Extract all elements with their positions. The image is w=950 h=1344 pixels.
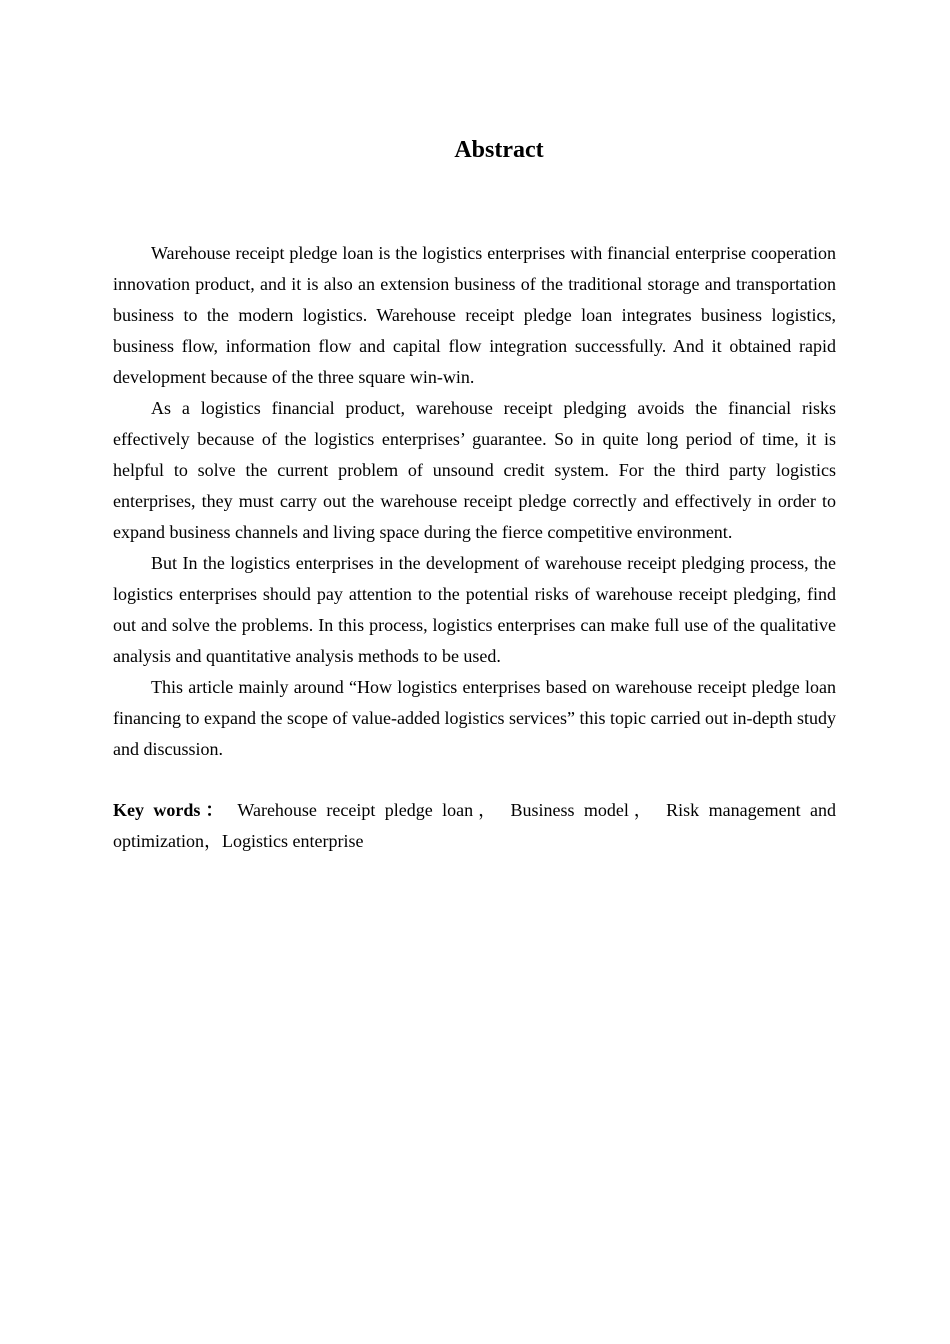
abstract-body bbox=[113, 238, 836, 765]
abstract-paragraph: As a logistics financial product, warehouse receipt pledging avoids the financial risks effectively because of the logistics enterprises’ guarantee. So in quite long period of time, it is helpful to solve the current problem of unsound credit system. For the third party logistics enterprises, they must carry out the warehouse receipt pledge correctly and effectively in order to expand business channels and living space during the fierce competitive environment. bbox=[113, 398, 836, 542]
abstract-paragraph: But In the logistics enterprises in the development of warehouse receipt pledging process, the logistics enterprises should pay attention to the potential risks of warehouse receipt pledging, find out and solve the problems. In this process, logistics enterprises can make full use of the qualitative analysis and quantitative analysis methods to be used. bbox=[113, 553, 836, 666]
page-title: Abstract bbox=[454, 137, 544, 163]
abstract-paragraph: This article mainly around “How logistics enterprises based on warehouse receipt pledge loan financing to expand the scope of value-added logistics services” this topic carried out in-depth study and discussion. bbox=[113, 677, 836, 759]
keywords-label: Key words： bbox=[113, 800, 229, 820]
keywords-line bbox=[113, 795, 836, 857]
abstract-paragraph: Warehouse receipt pledge loan is the logistics enterprises with financial enterprise cooperation innovation product, and it is also an extension business of the traditional storage and transportation business to the modern logistics. Warehouse receipt pledge loan integrates business logistics, business flow, information flow and capital flow integration successfully. And it obtained rapid development because of the three square win-win. bbox=[113, 243, 836, 387]
keywords-text: Warehouse receipt pledge loan， Business model， Risk management and optimization，Logistics enterprise bbox=[113, 800, 836, 851]
